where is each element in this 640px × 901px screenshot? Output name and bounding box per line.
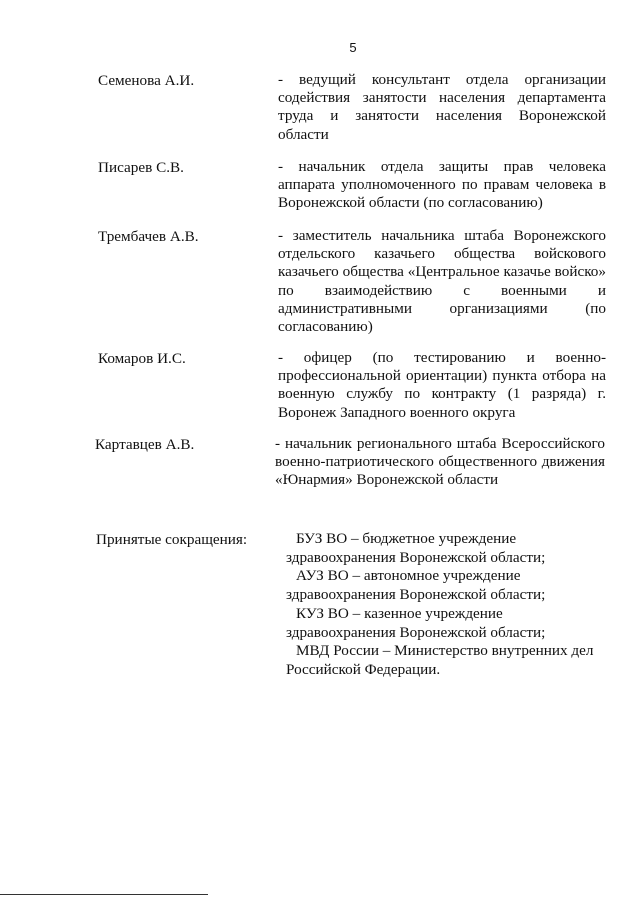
member-name: Семенова А.И. bbox=[98, 72, 195, 89]
abbreviation-line: КУЗ ВО – казенное учреждение bbox=[296, 604, 503, 622]
page-number: 5 bbox=[349, 40, 357, 55]
footer-divider bbox=[0, 894, 208, 895]
member-position: - начальник отдела защиты прав человека аппарата уполномоченного по правам человека в Воронежской области (по согласованию) bbox=[278, 158, 606, 212]
abbreviation-line: АУЗ ВО – автономное учреждение bbox=[296, 567, 521, 585]
abbreviation-line: здравоохранения Воронежской области; bbox=[286, 623, 546, 641]
member-name: Писарев С.В. bbox=[98, 159, 184, 176]
abbreviation-line: здравоохранения Воронежской области; bbox=[286, 586, 546, 604]
abbreviations-list bbox=[286, 530, 616, 680]
member-position: - начальник регионального штаба Всероссийского военно-патриотического общественного движения «Юнармия» Воронежской области bbox=[275, 435, 605, 489]
member-name: Трембачев А.В. bbox=[98, 228, 199, 245]
member-name: Комаров И.С. bbox=[98, 350, 186, 367]
abbreviation-line: МВД России – Министерство внутренних дел bbox=[296, 642, 594, 660]
abbreviation-line: Российской Федерации. bbox=[286, 660, 441, 678]
abbreviation-line: здравоохранения Воронежской области; bbox=[286, 548, 546, 566]
abbreviation-line: БУЗ ВО – бюджетное учреждение bbox=[296, 530, 517, 547]
member-position: - ведущий консультант отдела организации содействия занятости населения департамента труда и занятости населения Воронежской области bbox=[278, 71, 606, 143]
member-position: - заместитель начальника штаба Воронежского отдельского казачьего общества войскового казачьего общества «Центральное казачье войско» по взаимодействию с военными и административными организациями (по согласованию) bbox=[278, 227, 606, 336]
abbreviations-label: Принятые сокращения: bbox=[96, 531, 248, 548]
member-name: Картавцев А.В. bbox=[95, 436, 195, 453]
member-position: - офицер (по тестированию и военно-профессиональной ориентации) пункта отбора на военную службу по контракту (1 разряда) г. Воронеж Западного военного округа bbox=[278, 349, 606, 421]
